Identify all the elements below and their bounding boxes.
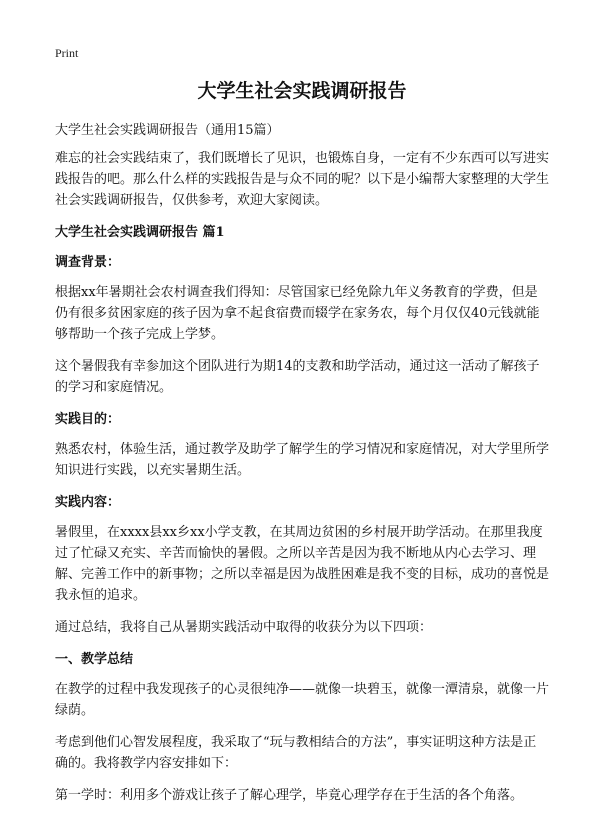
section-heading-background: 调查背景： bbox=[55, 255, 121, 270]
section-heading-purpose: 实践目的： bbox=[55, 412, 121, 427]
page-title: 大学生社会实践调研报告 bbox=[197, 80, 407, 102]
print-link[interactable]: Print bbox=[55, 46, 79, 60]
background-paragraph-1: 根据xx年暑期社会农村调查我们得知：尽管国家已经免除九年义务教育的学费，但是仍有很多贫困家庭的孩子因为拿不起食宿费而辍学在家务农，每个月仅仅40元钱就能够帮助一个孩子完成上学梦。 bbox=[55, 285, 540, 342]
section-heading-content: 实践内容： bbox=[55, 495, 121, 510]
content-paragraph-2: 通过总结，我将自己从暑期实践活动中取得的收获分为以下四项： bbox=[55, 620, 433, 635]
article-heading: 大学生社会实践调研报告 篇1 bbox=[55, 225, 225, 240]
document-body bbox=[55, 76, 549, 817]
section-heading-teaching: 一、教学总结 bbox=[55, 652, 134, 667]
document-subtitle: 大学生社会实践调研报告（通用15篇） bbox=[55, 123, 280, 138]
teaching-paragraph-1: 在教学的过程中我发现孩子的心灵很纯净——就像一块碧玉，就像一潭清泉，就像一片绿荫。 bbox=[55, 682, 550, 718]
background-paragraph-2: 这个暑假我有幸参加这个团队进行为期14的支教和助学活动，通过这一活动了解孩子的学习和家庭情况。 bbox=[55, 359, 540, 395]
teaching-paragraph-3: 第一学时：利用多个游戏让孩子了解心理学，毕竟心理学存在于生活的各个角落。 bbox=[55, 788, 524, 803]
intro-paragraph: 难忘的社会实践结束了，我们既增长了见识，也锻炼自身，一定有不少东西可以写进实践报告的吧。那么什么样的实践报告是与众不同的呢？以下是小编帮大家整理的大学生社会实践调研报告，仅供参考，欢迎大家阅读。 bbox=[55, 151, 550, 208]
purpose-paragraph: 熟悉农村，体验生活，通过教学及助学了解学生的学习情况和家庭情况，对大学里所学知识进行实践，以充实暑期生活。 bbox=[55, 442, 550, 478]
content-paragraph-1: 暑假里，在xxxx县xx乡xx小学支教，在其周边贫困的乡村展开助学活动。在那里我度过了忙碌又充实、辛苦而愉快的暑假。之所以辛苦是因为我不断地从内心去学习、理解、完善工作中的新事物；之所以幸福是因为战胜困难是我不变的目标，成功的喜悦是我永恒的追求。 bbox=[55, 525, 550, 603]
teaching-paragraph-2: 考虑到他们心智发展程度，我采取了“玩与教相结合的方法”，事实证明这种方法是正确的。我将教学内容安排如下： bbox=[55, 735, 537, 771]
